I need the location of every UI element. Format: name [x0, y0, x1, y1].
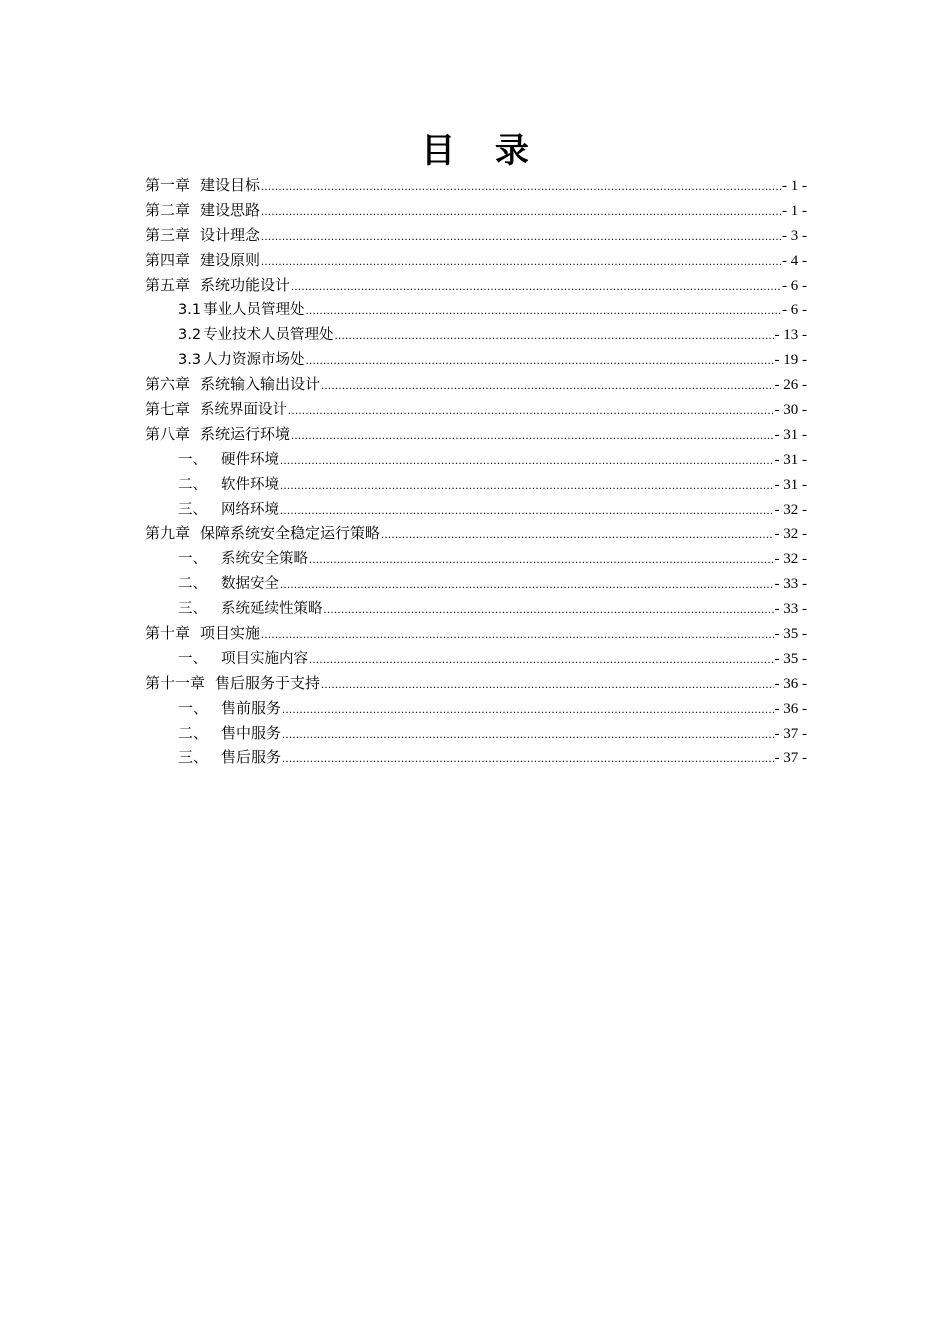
toc-page-number: - 6 - — [782, 277, 807, 294]
toc-entry[interactable] — [145, 522, 807, 547]
toc-entry-label — [145, 174, 260, 199]
toc-entry[interactable] — [145, 498, 807, 523]
toc-page-number: - 6 - — [782, 302, 807, 319]
toc-entry-number: 第八章 — [145, 426, 191, 443]
toc-entry-number: 三、 — [178, 501, 207, 518]
toc-entry-label — [145, 672, 320, 697]
toc-entry-text: 系统运行环境 — [200, 426, 291, 443]
toc-entry-number: 第五章 — [145, 277, 191, 294]
toc-page-number: - 32 - — [774, 526, 807, 543]
toc-entry-number: 第十章 — [145, 626, 191, 643]
toc-entry-label — [145, 224, 260, 249]
toc-entry-text: 系统安全策略 — [221, 551, 308, 568]
toc-entry[interactable] — [145, 398, 807, 423]
toc-entry[interactable] — [145, 473, 807, 498]
toc-entry-label — [178, 323, 334, 348]
toc-entry-text: 售前服务 — [221, 700, 282, 717]
toc-entry-label — [178, 348, 305, 373]
toc-entry-label — [145, 398, 287, 423]
toc-leader-dots — [282, 697, 773, 722]
toc-entry-number: 第一章 — [145, 178, 191, 194]
toc-page-number: - 36 - — [774, 700, 807, 717]
toc-page-number: - 32 - — [774, 551, 807, 568]
toc-entry-text: 数据安全 — [221, 576, 279, 593]
toc-leader-dots — [280, 498, 774, 523]
toc-page-number: - 37 - — [774, 750, 807, 767]
toc-entry-number: 二、 — [178, 476, 207, 493]
toc-page-number: - 31 - — [774, 426, 807, 443]
toc-entry-label — [145, 274, 290, 299]
toc-leader-dots — [335, 323, 774, 348]
toc-entry-text: 项目实施 — [200, 626, 261, 643]
toc-entry[interactable] — [145, 622, 807, 647]
toc-entry-text: 事业人员管理处 — [203, 302, 305, 319]
toc-entry-number: 第六章 — [145, 377, 191, 394]
toc-page-number: - 37 - — [774, 725, 807, 742]
toc-entry[interactable] — [145, 547, 807, 572]
toc-entry-label — [145, 373, 320, 398]
toc-entry-number: 一、 — [178, 551, 207, 568]
toc-entry-number: 一、 — [178, 451, 207, 468]
toc-entry[interactable] — [145, 274, 807, 299]
toc-entry-number: 三、 — [178, 750, 209, 767]
toc-entry-text: 系统输入输出设计 — [200, 377, 321, 394]
toc-entry-label — [178, 498, 279, 523]
toc-entry[interactable] — [145, 597, 807, 622]
toc-leader-dots — [306, 348, 774, 373]
toc-entry-label — [178, 722, 281, 747]
toc-page-number: - 31 - — [774, 476, 807, 493]
toc-entry-number: 一、 — [178, 650, 207, 667]
toc-entry-text: 设计理念 — [200, 227, 261, 244]
toc-page-number: - 30 - — [774, 402, 807, 419]
toc-entry-label — [145, 423, 290, 448]
toc-entry[interactable] — [145, 298, 807, 323]
toc-entry-label — [145, 199, 260, 224]
toc-entry-label — [178, 473, 279, 498]
toc-entry[interactable] — [145, 697, 807, 722]
toc-entry[interactable] — [145, 199, 807, 224]
toc-entry[interactable] — [145, 746, 807, 771]
toc-entry-number: 二、 — [178, 576, 207, 593]
toc-entry[interactable] — [145, 722, 807, 747]
toc-entry[interactable] — [145, 348, 807, 373]
toc-entry[interactable] — [145, 647, 807, 672]
toc-entry-label — [178, 298, 305, 323]
toc-entry-label — [178, 746, 281, 771]
toc-entry-text: 售后服务 — [221, 750, 282, 767]
toc-entry-number: 3.2 — [178, 327, 202, 344]
toc-entry[interactable] — [145, 174, 807, 199]
toc-page-number: - 1 - — [782, 202, 807, 219]
toc-page-number: - 35 - — [774, 650, 807, 667]
toc-leader-dots — [261, 622, 773, 647]
toc-entry-number: 二、 — [178, 725, 209, 742]
toc-entry-text: 售中服务 — [221, 725, 282, 742]
toc-entry-label — [145, 249, 260, 274]
toc-page-number: - 26 - — [774, 377, 807, 394]
toc-entry-label — [145, 522, 380, 547]
toc-entry-text: 建设目标 — [200, 178, 261, 194]
toc-leader-dots — [291, 274, 781, 299]
toc-leader-dots — [306, 298, 781, 323]
toc-entry-text: 保障系统安全稳定运行策略 — [200, 526, 381, 543]
toc-entry[interactable] — [145, 448, 807, 473]
toc-entry-number: 第九章 — [145, 526, 191, 543]
toc-entry-number: 3.1 — [178, 302, 202, 319]
toc-entry-text: 售后服务于支持 — [215, 675, 321, 692]
toc-page-number: - 36 - — [774, 675, 807, 692]
toc-leader-dots — [381, 522, 773, 547]
toc-entry-text: 网络环境 — [221, 501, 279, 518]
toc-leader-dots — [282, 722, 773, 747]
toc-entry-text: 专业技术人员管理处 — [203, 327, 334, 344]
toc-entry-text: 人力资源市场处 — [203, 352, 305, 369]
toc-entry-number: 第七章 — [145, 402, 191, 419]
toc-entry-label — [178, 448, 279, 473]
toc-entry[interactable] — [145, 373, 807, 398]
toc-entry[interactable] — [145, 249, 807, 274]
toc-entry[interactable] — [145, 323, 807, 348]
toc-page-number: - 31 - — [774, 451, 807, 468]
toc-entry-label — [178, 597, 323, 622]
toc-leader-dots — [288, 398, 773, 423]
toc-entry-text: 建设思路 — [200, 202, 261, 219]
toc-leader-dots — [280, 448, 774, 473]
toc-entry-number: 第二章 — [145, 202, 191, 219]
toc-entry-text: 系统功能设计 — [200, 277, 291, 294]
toc-entry-number: 第三章 — [145, 227, 191, 244]
toc-page-number: - 1 - — [782, 178, 807, 194]
toc-page-number: - 3 - — [782, 227, 807, 244]
toc-entry-text: 硬件环境 — [221, 451, 279, 468]
toc-entry-text: 软件环境 — [221, 476, 279, 493]
toc-leader-dots — [282, 746, 773, 771]
toc-entry-number: 第十一章 — [145, 675, 206, 692]
page-title: 目 录 — [421, 131, 543, 171]
toc-entry-number: 一、 — [178, 700, 209, 717]
toc-page-number: - 32 - — [774, 501, 807, 518]
toc-entry-text: 系统延续性策略 — [221, 601, 323, 618]
toc-entry-label — [178, 572, 279, 597]
toc-leader-dots — [280, 572, 774, 597]
toc-leader-dots — [309, 647, 774, 672]
table-of-contents — [145, 174, 807, 771]
toc-entry[interactable] — [145, 224, 807, 249]
toc-entry-text: 建设原则 — [200, 252, 261, 269]
toc-page-number: - 4 - — [782, 252, 807, 269]
toc-leader-dots — [321, 672, 773, 697]
toc-entry-number: 3.3 — [178, 352, 202, 369]
toc-leader-dots — [324, 597, 774, 622]
toc-entry-number: 三、 — [178, 601, 207, 618]
toc-page-number: - 35 - — [774, 626, 807, 643]
toc-entry-text: 系统界面设计 — [200, 402, 288, 419]
toc-entry-label — [178, 647, 308, 672]
toc-entry[interactable] — [145, 423, 807, 448]
toc-page-number: - 13 - — [774, 327, 807, 344]
toc-page-number: - 33 - — [774, 576, 807, 593]
toc-page-number: - 19 - — [774, 352, 807, 369]
toc-leader-dots — [261, 199, 781, 224]
toc-entry[interactable] — [145, 572, 807, 597]
toc-entry-label — [178, 697, 281, 722]
toc-leader-dots — [261, 174, 781, 199]
toc-leader-dots — [321, 373, 773, 398]
toc-entry-text: 项目实施内容 — [221, 650, 308, 667]
toc-leader-dots — [261, 249, 781, 274]
toc-entry-label — [178, 547, 308, 572]
toc-entry-number: 第四章 — [145, 252, 191, 269]
toc-page-number: - 33 - — [774, 601, 807, 618]
toc-leader-dots — [309, 547, 774, 572]
toc-leader-dots — [261, 224, 781, 249]
toc-leader-dots — [280, 473, 774, 498]
toc-leader-dots — [291, 423, 773, 448]
toc-entry[interactable] — [145, 672, 807, 697]
toc-entry-label — [145, 622, 260, 647]
